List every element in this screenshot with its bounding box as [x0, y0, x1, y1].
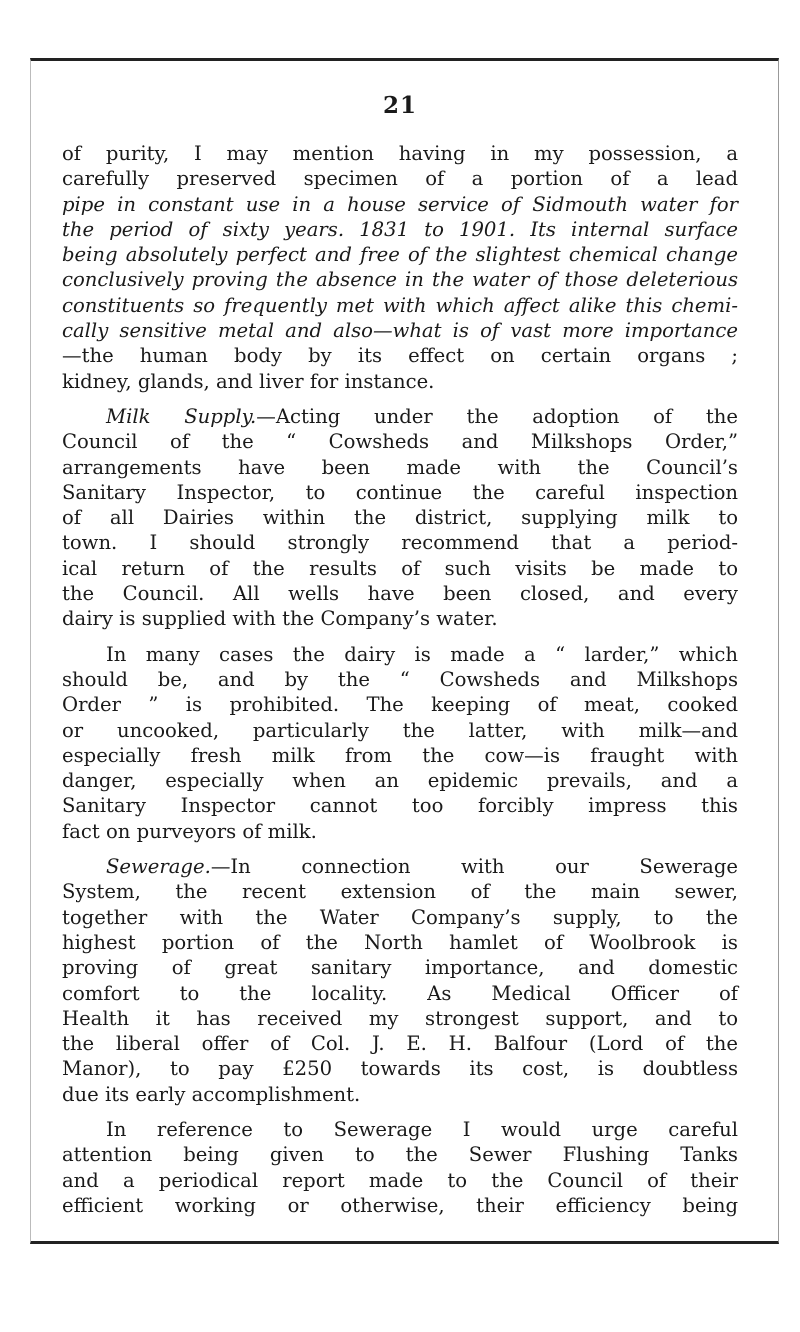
- text-line: constituents so frequently met with which affect alike this chemi-: [62, 293, 738, 317]
- text-line: highest portion of the North hamlet of Woolbrook is: [62, 930, 738, 954]
- text-line: System, the recent extension of the main sewer,: [62, 880, 738, 904]
- text-line: town. I should strongly recommend that a period-: [62, 531, 738, 555]
- paragraph-sewerage: [62, 854, 738, 1107]
- text-line: the liberal offer of Col. J. E. H. Balfour (Lord of the: [62, 1032, 738, 1056]
- text-line: cally sensitive metal and also—what is of vast more importance: [62, 319, 738, 343]
- text-line: and a periodical report made to the Council of their: [62, 1168, 738, 1192]
- text-line: —Acting under the adoption of the: [256, 404, 738, 428]
- paragraph-milk-supply: [62, 404, 738, 632]
- text-line: of all Dairies within the district, supplying milk to: [62, 506, 738, 530]
- paragraph-purity: [62, 141, 738, 394]
- text-line: Sanitary Inspector, to continue the careful inspection: [62, 480, 738, 504]
- text-line: being absolutely perfect and free of the slightest chemical change: [62, 243, 738, 267]
- text-line-with-heading: [62, 854, 738, 879]
- section-heading-sewerage: Sewerage.: [106, 855, 211, 879]
- text-line: should be, and by the “ Cowsheds and Milkshops: [62, 667, 738, 691]
- text-line: conclusively proving the absence in the water of those deleterious: [62, 268, 738, 292]
- text-line: together with the Water Company’s supply, to the: [62, 905, 738, 929]
- text-line: —In connection with our Sewerage: [210, 855, 738, 879]
- text-line: comfort to the locality. As Medical Officer of: [62, 981, 738, 1005]
- text-line: In reference to Sewerage I would urge careful: [106, 1117, 738, 1141]
- text-line: fact on purveyors of milk.: [62, 819, 317, 843]
- text-line: proving of great sanitary importance, and domestic: [62, 956, 738, 980]
- text-line: pipe in constant use in a house service of Sidmouth water for: [62, 192, 738, 216]
- text-line: Health it has received my strongest support, and to: [62, 1006, 738, 1030]
- text-line: danger, especially when an epidemic prevails, and a: [62, 769, 738, 793]
- page-number: 21: [382, 92, 417, 119]
- text-line: Council of the “ Cowsheds and Milkshops Order,”: [62, 430, 738, 454]
- text-line: the period of sixty years. 1831 to 1901. Its internal surface: [62, 217, 738, 241]
- section-heading-milk-supply: Milk Supply.: [106, 404, 257, 428]
- text-line: dairy is supplied with the Company’s water.: [62, 607, 498, 631]
- text-line: efficient working or otherwise, their efficiency being: [62, 1193, 738, 1217]
- text-line: of purity, I may mention having in my possession, a: [62, 142, 738, 165]
- text-line: kidney, glands, and liver for instance.: [62, 369, 435, 393]
- body-text: [62, 141, 738, 1218]
- text-line: —the human body by its effect on certain organs ;: [62, 344, 738, 368]
- text-line: or uncooked, particularly the latter, with milk—and: [62, 718, 738, 742]
- paragraph-larder: [62, 642, 738, 844]
- text-line: Order ” is prohibited. The keeping of meat, cooked: [62, 693, 738, 717]
- paragraph-flushing-tanks: [62, 1117, 738, 1218]
- text-line: Sanitary Inspector cannot too forcibly impress this: [62, 794, 738, 818]
- text-line: carefully preserved specimen of a portion of a lead: [62, 167, 738, 191]
- text-line: attention being given to the Sewer Flushing Tanks: [62, 1143, 738, 1167]
- text-line: arrangements have been made with the Council’s: [62, 455, 738, 479]
- text-line: In many cases the dairy is made a “ larder,” which: [106, 642, 738, 666]
- text-line: Manor), to pay £250 towards its cost, is doubtless: [62, 1057, 738, 1081]
- text-line: due its early accomplishment.: [62, 1082, 361, 1106]
- text-line: especially fresh milk from the cow—is fraught with: [62, 743, 738, 767]
- text-line: ical return of the results of such visits be made to: [62, 556, 738, 580]
- text-line-with-heading: [62, 404, 738, 429]
- text-line: the Council. All wells have been closed, and every: [62, 582, 738, 606]
